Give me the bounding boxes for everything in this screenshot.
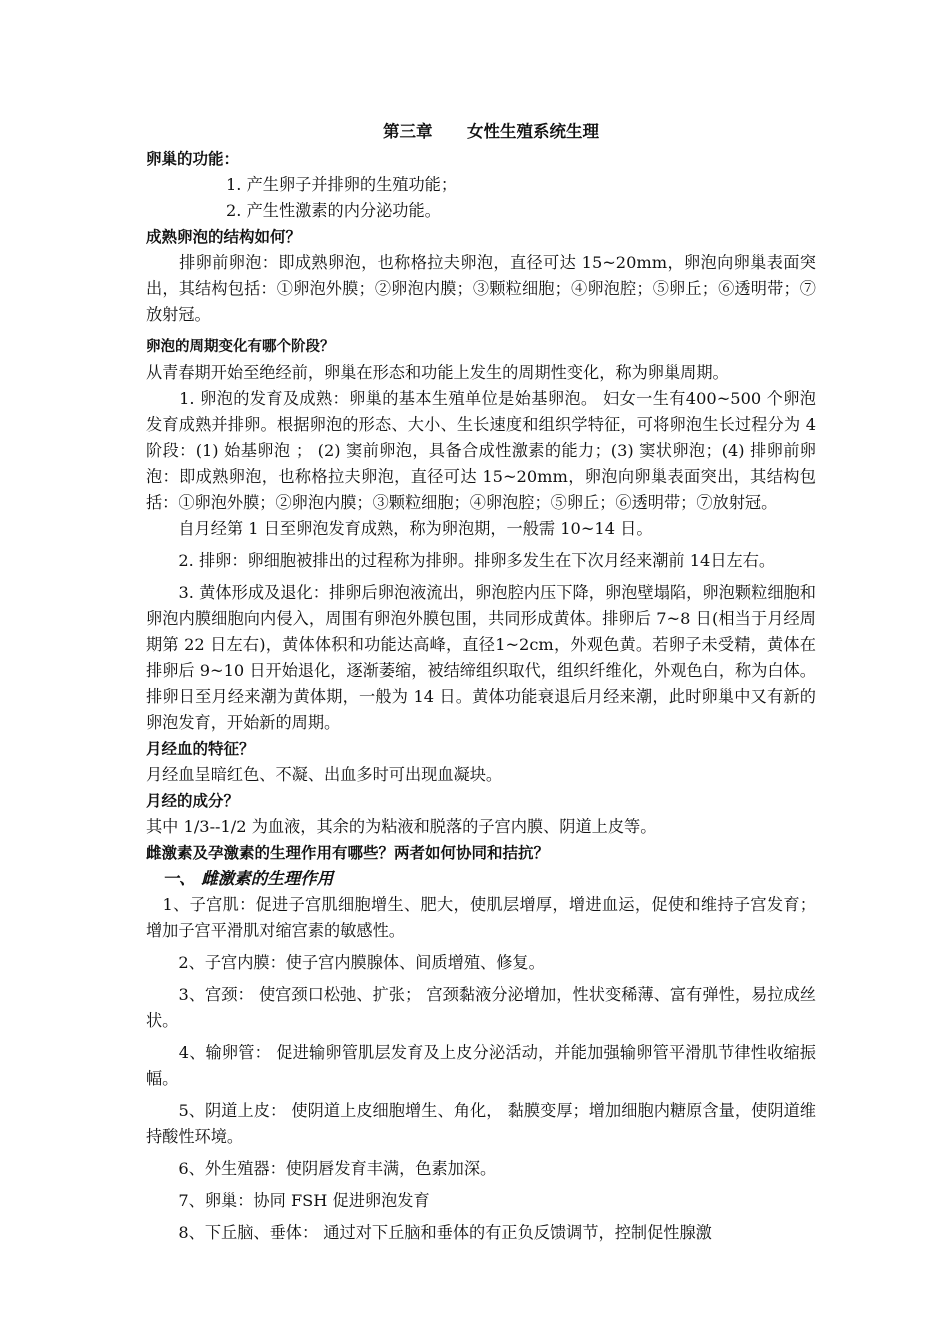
section-heading-follicle-structure: 成熟卵泡的结构如何？	[146, 228, 302, 246]
paragraph: 排卵前卵泡：即成熟卵泡，也称格拉夫卵泡，直径可达 15~20mm，卵泡向卵巢表面突出，其结构包括：①卵泡外膜；②卵泡内膜；③颗粒细胞；④卵泡腔；⑤卵丘；⑥透明带；⑦放射冠。	[146, 253, 816, 324]
list-item: 1、子宫肌：促进子宫肌细胞增生、肥大，使肌层增厚，增进血运，促使和维持子宫发育；增加子宫平滑肌对缩宫素的敏感性。	[146, 895, 816, 940]
document-page	[146, 118, 816, 1246]
paragraph: 自月经第 1 日至卵泡发育成熟，称为卵泡期，一般需 10~14 日。	[146, 519, 653, 538]
section-heading-menstrual-blood: 月经血的特征？	[146, 740, 255, 758]
section-heading-follicle-cycle: 卵泡的周期变化有哪个阶段？	[146, 339, 335, 355]
list-item: 1. 产生卵子并排卵的生殖功能；	[226, 175, 458, 194]
chapter-title: 第三章 女性生殖系统生理	[383, 122, 599, 141]
section-heading-ovary-function: 卵巢的功能：	[146, 150, 240, 168]
list-item: 2、子宫内膜：使子宫内膜腺体、间质增殖、修复。	[146, 953, 545, 972]
list-item: 7、卵巢：协同 FSH 促进卵泡发育	[146, 1191, 430, 1210]
paragraph: 从青春期开始至绝经前，卵巢在形态和功能上发生的周期性变化，称为卵巢周期。	[146, 363, 729, 382]
paragraph: 月经血呈暗红色、不凝、出血多时可出现血凝块。	[146, 765, 503, 784]
subheading-estrogen: 一、 雌激素的生理作用	[146, 869, 334, 888]
section-heading-hormones: 雌激素及孕激素的生理作用有哪些？两者如何协同和拮抗？	[146, 844, 550, 862]
list-item: 2. 产生性激素的内分泌功能。	[226, 201, 441, 220]
paragraph: 3. 黄体形成及退化：排卵后卵泡液流出，卵泡腔内压下降，卵泡壁塌陷，卵泡颗粒细胞和卵泡内膜细胞向内侵入，周围有卵泡外膜包围，共同形成黄体。排卵后 7~8 日(相当于月经周期第 22 日左右)，黄体体积和功能达高峰，直径1~2cm，外观色黄。若卵子未受精，黄体在排卵后 9~10 日开始退化，逐渐萎缩，被结缔组织取代，组织纤维化，外观色白，称为白体。排卵日至月经来潮为黄体期，一般为 14 日。黄体功能衰退后月经来潮，此时卵巢中又有新的卵泡发育，开始新的周期。	[146, 583, 816, 732]
paragraph: 1. 卵泡的发育及成熟：卵巢的基本生殖单位是始基卵泡。 妇女一生有400~500 个卵泡发育成熟并排卵。根据卵泡的形态、大小、生长速度和组织学特征，可将卵泡生长过程分为 4 阶段：(1) 始基卵泡 ； (2) 窦前卵泡，具备合成性激素的能力；(3) 窦状卵泡；(4) 排卵前卵泡：即成熟卵泡，也称格拉夫卵泡，直径可达 15~20mm，卵泡向卵巢表面突出，其结构包括：①卵泡外膜；②卵泡内膜；③颗粒细胞；④卵泡腔；⑤卵丘；⑥透明带；⑦放射冠。	[146, 389, 816, 512]
paragraph: 2. 排卵：卵细胞被排出的过程称为排卵。排卵多发生在下次月经来潮前 14日左右。	[146, 551, 776, 570]
section-heading-menstrual-composition: 月经的成分？	[146, 792, 240, 810]
list-item: 4、输卵管： 促进输卵管肌层发育及上皮分泌活动，并能加强输卵管平滑肌节律性收缩振幅。	[146, 1043, 816, 1088]
list-item: 3、宫颈： 使宫颈口松弛、扩张； 宫颈黏液分泌增加，性状变稀薄、富有弹性，易拉成丝状。	[146, 985, 816, 1030]
list-item: 8、下丘脑、垂体： 通过对下丘脑和垂体的有正负反馈调节，控制促性腺激	[146, 1223, 712, 1242]
list-item: 5、阴道上皮： 使阴道上皮细胞增生、角化， 黏膜变厚；增加细胞内糖原含量，使阴道维持酸性环境。	[146, 1101, 816, 1146]
paragraph: 其中 1/3--1/2 为血液，其余的为粘液和脱落的子宫内膜、阴道上皮等。	[146, 817, 657, 836]
list-item: 6、外生殖器：使阴唇发育丰满，色素加深。	[146, 1159, 497, 1178]
